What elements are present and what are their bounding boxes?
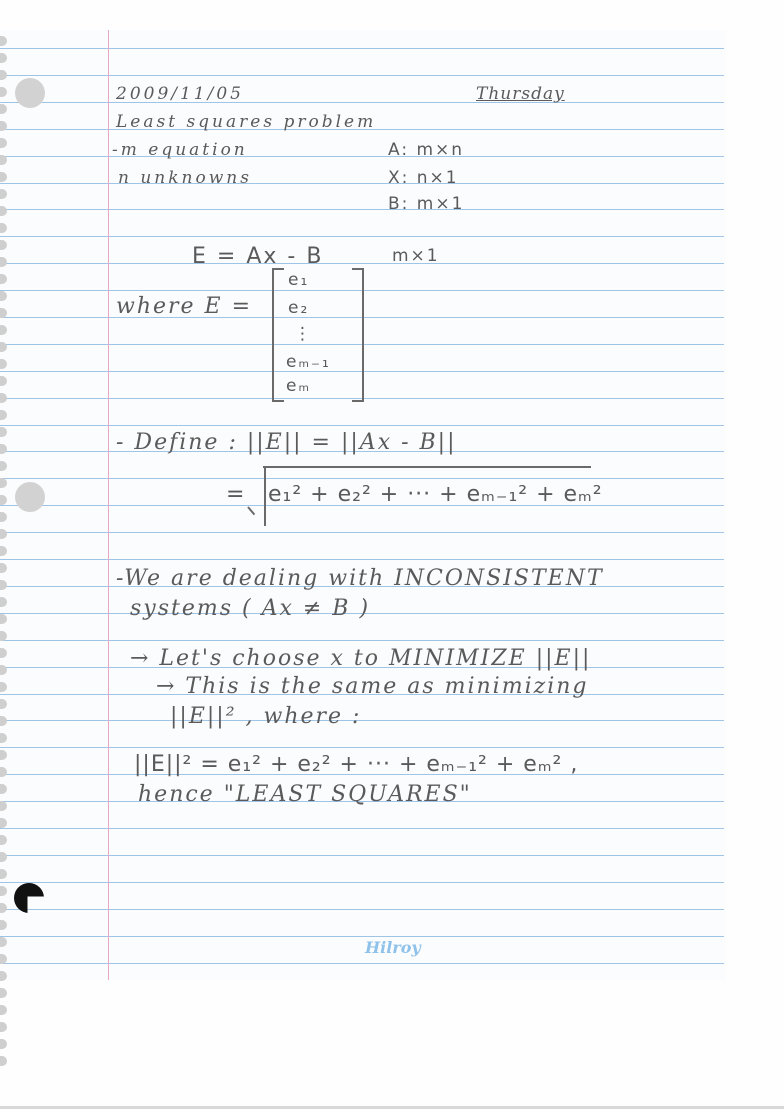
vector-entry: eₘ₋₁: [286, 352, 331, 372]
margin-line: [108, 30, 109, 980]
punch-hole-top: [15, 78, 45, 108]
vector-entry: eₘ: [286, 376, 312, 396]
setup-unknowns-text: n unknowns: [118, 168, 252, 188]
sqrt-sign: [248, 466, 266, 526]
spiral-ring: [0, 1056, 7, 1066]
note-same-as: → This is the same as minimizing: [156, 674, 589, 699]
sqrt-bar: [263, 466, 591, 468]
dim-x: X: n×1: [388, 168, 459, 188]
note-norm-squared: ||E||² = e₁² + e₂² + ··· + eₘ₋₁² + eₘ² ,: [134, 752, 579, 777]
note-systems: systems ( Ax ≠ B ): [130, 596, 371, 621]
error-equation: E = Ax - B: [192, 244, 324, 269]
sqrt-expression: e₁² + e₂² + ··· + eₘ₋₁² + eₘ²: [268, 482, 603, 507]
punch-hole-middle: [15, 482, 45, 512]
error-dimension: m×1: [392, 246, 440, 266]
vector-entry: ⋮: [294, 324, 313, 344]
right-bracket: [352, 268, 364, 402]
spiral-ring: [0, 988, 7, 998]
left-bracket: [272, 268, 284, 402]
dim-b: B: m×1: [388, 194, 465, 214]
where-label: where E =: [116, 294, 253, 319]
page-title: Least squares problem: [116, 112, 377, 132]
vector-entry: e₂: [288, 298, 310, 318]
sqrt-prefix: =: [226, 482, 247, 507]
note-hence: hence "LEAST SQUARES": [138, 782, 472, 807]
define-line: - Define : ||E|| = ||Ax - B||: [116, 430, 457, 455]
setup-equations: -m equation: [112, 140, 248, 160]
spiral-ring: [0, 1039, 7, 1049]
note-where: ||E||² , where :: [170, 704, 362, 729]
date: 2009/11/05: [116, 84, 244, 104]
dim-a: A: m×n: [388, 140, 465, 160]
note-inconsistent: -We are dealing with INCONSISTENT: [116, 566, 604, 591]
spiral-ring: [0, 1022, 7, 1032]
brand-logo: Hilroy: [365, 938, 421, 957]
error-vector: [272, 268, 364, 400]
day: Thursday: [476, 84, 565, 104]
spiral-ring: [0, 1005, 7, 1015]
vector-entry: e₁: [288, 270, 310, 290]
note-minimize: → Let's choose x to MINIMIZE ||E||: [130, 646, 592, 671]
